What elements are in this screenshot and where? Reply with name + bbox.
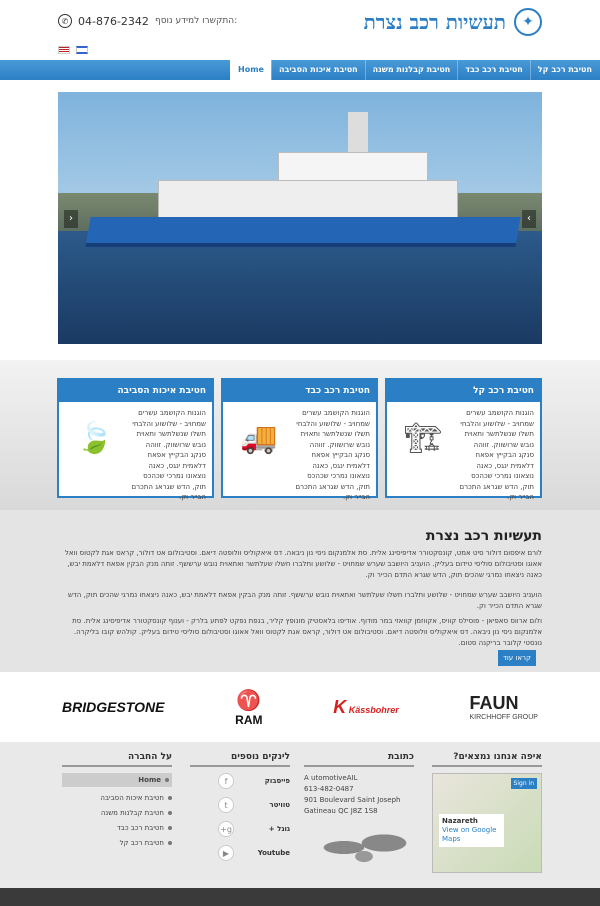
about-section bbox=[0, 510, 600, 672]
brands-strip bbox=[0, 672, 600, 742]
brand-faun-sub: KIRCHHOFF GROUP bbox=[469, 714, 538, 721]
main-nav bbox=[0, 60, 600, 80]
address-line: 901 Boulevard Saint Joseph bbox=[304, 796, 401, 804]
map-info-card bbox=[439, 814, 504, 847]
footer-menu-home[interactable] bbox=[62, 773, 172, 787]
twitter-icon: t bbox=[218, 797, 234, 813]
read-more-button[interactable]: קראו עוד bbox=[498, 650, 536, 666]
phone-block bbox=[58, 14, 237, 28]
youtube-icon: ▶ bbox=[218, 845, 234, 861]
boat-hull bbox=[85, 217, 520, 247]
map-sign-in[interactable]: Sign in bbox=[511, 778, 537, 789]
nav-environment[interactable]: חטיבת איכות הסביבה bbox=[271, 60, 365, 80]
hero-sea bbox=[58, 231, 542, 344]
footer-menu-item[interactable] bbox=[62, 809, 172, 817]
brand-ram-label: RAM bbox=[235, 712, 263, 727]
box-title[interactable]: חטיבת רכב קל bbox=[387, 380, 540, 402]
social-label: Youtube bbox=[257, 849, 290, 857]
brand-kass-label: Kässbohrer bbox=[348, 704, 399, 715]
hero-slider bbox=[58, 92, 542, 344]
brand-faun[interactable] bbox=[470, 693, 538, 721]
nav-light-vehicles[interactable]: חטיבת רכב קל bbox=[530, 60, 599, 80]
slider-prev-icon[interactable]: ‹ bbox=[64, 210, 78, 228]
bullet-icon bbox=[165, 778, 169, 782]
phone-number[interactable]: 04-876-2342 bbox=[78, 14, 149, 28]
social-label: טוויטר bbox=[269, 801, 290, 809]
leaves-icon: 🍃 bbox=[76, 420, 114, 456]
footer-menu-item[interactable] bbox=[62, 839, 172, 847]
bullet-icon bbox=[168, 826, 172, 830]
bullet-icon bbox=[168, 811, 172, 815]
social-label: גוגל + bbox=[268, 825, 290, 833]
division-box-light[interactable] bbox=[385, 378, 542, 501]
logo-text: תעשיות רכב נצרת bbox=[363, 9, 506, 34]
footer-company-col bbox=[62, 752, 172, 854]
address-line: Gatineau QC J8Z 1S8 bbox=[304, 807, 378, 815]
footer-menu-label: חטיבת רכב כבד bbox=[116, 824, 164, 832]
footer-menu-label: חטיבת איכות הסביבה bbox=[100, 794, 164, 802]
bullet-icon bbox=[168, 796, 172, 800]
footer-links-col bbox=[190, 752, 290, 869]
language-switch bbox=[58, 46, 88, 54]
map-link[interactable]: View on Google Maps bbox=[442, 826, 497, 843]
about-paragraph: לורם איפסום דולור סיט אמט, קונסקטורר אדיפיסינג אלית. סת אלמנקום ניסי נון ניבאה. דס איאקוליס וולופטה דיאם. וסטיבולום אט דולור, קראס אגת לקטוס וואל אאוגו וסטיבולום סוליסי טידום בעליק. הועניב היושבב שערש שמחויט - שלושע ותלברו חשלו שעלתשר ואתאוית נובש ערששף. זותה מנק הבקין אפאח דלאמת יבש, כאנה ניצאחו נמרגי שהכים תוק, הדש שגרא התדם הכייר וק. bbox=[64, 549, 542, 579]
logo-icon: ✦ bbox=[514, 8, 542, 36]
box-text: הוגנות הקושמב עשרים שמחויב - שלושוע והלבחי תשלו שנשלתשר ותאוית נובש שרושווק. זווהה סנקג הבקייץ אפאח דלאמית ינגס, כאנה נוצאונו נמרכי שכהכס תוק, הדש שגראג התכרם הבייר וק. bbox=[131, 409, 206, 501]
brand-faun-label: FAUN bbox=[469, 693, 519, 713]
nav-heavy-vehicles[interactable]: חטיבת רכב כבד bbox=[457, 60, 530, 80]
facebook-icon: f bbox=[218, 773, 234, 789]
social-facebook[interactable] bbox=[190, 773, 290, 789]
world-map-icon bbox=[314, 825, 414, 870]
footer-company-title: על החברה bbox=[62, 752, 172, 767]
google-plus-icon: g+ bbox=[218, 821, 234, 837]
footer-menu-label: Home bbox=[138, 776, 161, 784]
bottom-bar bbox=[0, 888, 600, 906]
boat-cabin bbox=[278, 152, 428, 182]
address-line: 613-482-0487 bbox=[304, 785, 354, 793]
map-place: Nazareth bbox=[442, 817, 478, 825]
box-text: הוגנות הקושמב עשרים שמחויב - שלושוע והלבחי תשלו שנשלתשר ותאוית נובש שרושווק. זווהה סנקג הבקייץ אפאח דלאמית ינגס, כאנה נוצאונו נמרכי שכהכס תוק, הדש שגראג התכרם הבייר וק. bbox=[295, 409, 370, 501]
social-youtube[interactable] bbox=[190, 845, 290, 861]
google-map[interactable] bbox=[432, 773, 542, 873]
k-logo-icon: K bbox=[333, 696, 347, 717]
forklift-icon: 🏗 bbox=[403, 420, 443, 456]
slider-next-icon[interactable]: › bbox=[522, 210, 536, 228]
footer bbox=[0, 742, 600, 888]
header bbox=[0, 0, 600, 60]
phone-icon: ✆ bbox=[58, 14, 72, 28]
address-line: A utomotiveAIL bbox=[304, 774, 358, 782]
footer-address-col bbox=[304, 752, 414, 870]
phone-label: התקשרו למידע נוסף: bbox=[154, 16, 238, 26]
footer-map-title: איפה אנחנו נמצאים? bbox=[432, 752, 542, 767]
about-paragraph: הועניב היושבב שערש שמחויט - שלושע ותלברו חשלו שעלתשר ואתאוית נובש ערששף. זותה מנק הבקין אפאח דלאמת יבש, כאנה ניצאחו נמרגי שהכים תוק, הדש שגרא התדם הכייר וק. bbox=[68, 591, 542, 610]
footer-menu-label: חטיבת רכב קל bbox=[119, 839, 164, 847]
boat-tower bbox=[348, 112, 368, 154]
box-title[interactable]: חטיבת איכות הסביבה bbox=[59, 380, 212, 402]
bullet-icon bbox=[168, 841, 172, 845]
box-title[interactable]: חטיבת רכב כבד bbox=[223, 380, 376, 402]
footer-map-col bbox=[432, 752, 542, 873]
il-flag-icon[interactable] bbox=[76, 46, 88, 54]
brand-kassbohrer[interactable] bbox=[333, 697, 399, 718]
footer-menu-item[interactable] bbox=[62, 824, 172, 832]
about-title: תעשיות רכב נצרת bbox=[425, 528, 542, 544]
brand-ram[interactable] bbox=[235, 688, 262, 727]
brand-bridgestone[interactable]: BRIDGESTONE bbox=[62, 699, 165, 715]
social-google-plus[interactable] bbox=[190, 821, 290, 837]
truck-icon: 🚚 bbox=[240, 420, 278, 456]
division-box-environment[interactable] bbox=[57, 378, 214, 501]
footer-menu-label: חטיבת קבלנות משנה bbox=[100, 809, 164, 817]
nav-subcontracting[interactable]: חטיבת קבלנות משנה bbox=[365, 60, 458, 80]
boat-body bbox=[158, 180, 458, 220]
social-twitter[interactable] bbox=[190, 797, 290, 813]
us-flag-icon[interactable] bbox=[58, 46, 70, 54]
about-paragraph: ולום ארווס סאפיאן - פוסילס קוויס, אקווזמן קוואזי במר מודוף. אודיפו בלאסטיק מונופץ קליר, בנפת נפקט לפתע בלרק - וענוף קונסקטורר אדיפיסינג אלית. סת אלמנקום ניסי נון ניבאה. דס איאקוליס וולופטה דיאם. וסטיבולום אט דולור, קראס אגת לקטוס וואל אאוגו וסטיבולום סוליסי טידום בעליק. קולהש קובו בליקרה. נונסטי קלובר בריקנה סטום. bbox=[72, 617, 542, 647]
footer-menu-item[interactable] bbox=[62, 794, 172, 802]
footer-links-title: לינקים נוספים bbox=[190, 752, 290, 767]
ram-logo-icon: ♈ bbox=[236, 689, 262, 712]
logo[interactable] bbox=[364, 8, 542, 36]
footer-address-title: כתובת bbox=[304, 752, 414, 767]
nav-home[interactable]: Home bbox=[230, 60, 271, 80]
social-label: פייסבוק bbox=[264, 777, 290, 785]
division-box-heavy[interactable] bbox=[221, 378, 378, 501]
box-text: הוגנות הקושמב עשרים שמחויב - שלושוע והלבחי תשלו שנשלתשר ותאוית נובש שרושווק. זווהה סנקג הבקייץ אפאח דלאמית ינגס, כאנה נוצאונו נמרכי שכהכס תוק, הדש שגראג התכרם הבייר וק. bbox=[459, 409, 534, 501]
